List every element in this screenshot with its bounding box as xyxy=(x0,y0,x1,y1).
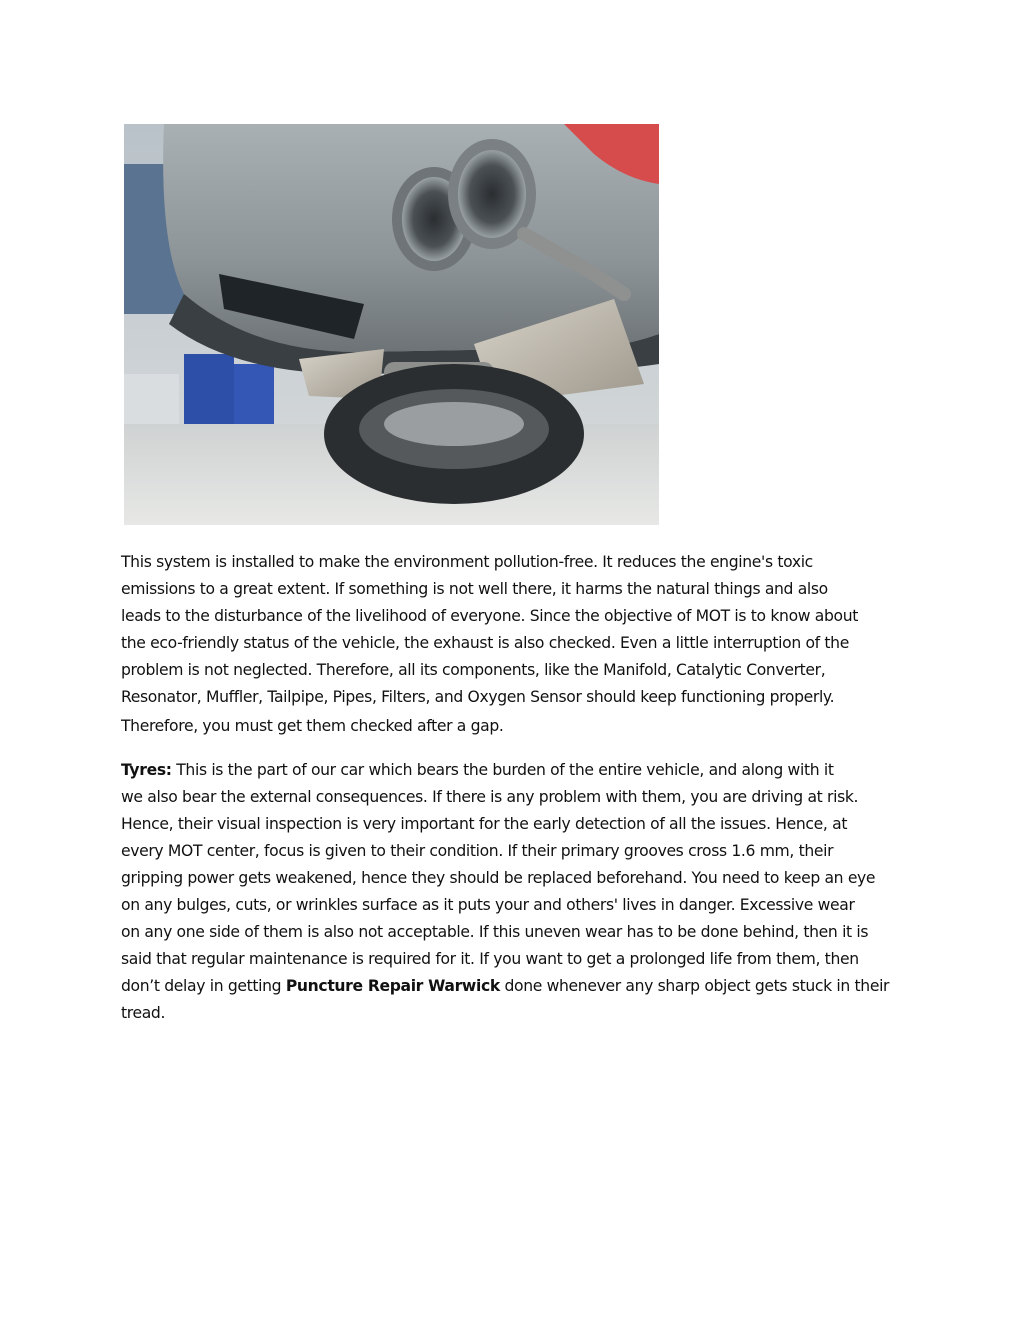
text-line: gripping power gets weakened, hence they should be replaced beforehand. You need to keep an eye xyxy=(121,869,876,887)
tyres-paragraph xyxy=(121,757,901,1027)
text-line: problem is not neglected. Therefore, all its components, like the Manifold, Catalytic Converter, xyxy=(121,661,826,679)
text-line: tread. xyxy=(121,1004,166,1022)
tyres-heading: Tyres: xyxy=(121,761,172,779)
car-exhaust-photo xyxy=(124,124,659,525)
text-span: done whenever any sharp object gets stuck in their xyxy=(499,977,890,995)
text-line: on any bulges, cuts, or wrinkles surface as it puts your and others' lives in danger. Excessive wear xyxy=(121,896,855,914)
text-line: every MOT center, focus is given to their condition. If their primary grooves cross 1.6 mm, their xyxy=(121,842,834,860)
text-line: This system is installed to make the environment pollution-free. It reduces the engine's toxic xyxy=(121,553,813,571)
text-line: emissions to a great extent. If something is not well there, it harms the natural things and also xyxy=(121,580,828,598)
text-line: said that regular maintenance is required for it. If you want to get a prolonged life from them, then xyxy=(121,950,859,968)
text-span: This is the part of our car which bears the burden of the entire vehicle, and along with it xyxy=(171,761,834,779)
text-line: on any one side of them is also not acceptable. If this uneven wear has to be done behind, then it is xyxy=(121,923,869,941)
text-span: don’t delay in getting xyxy=(121,977,286,995)
puncture-repair-link[interactable]: Puncture Repair Warwick xyxy=(285,977,500,995)
text-line: we also bear the external consequences. If there is any problem with them, you are driving at risk. xyxy=(121,788,859,806)
text-line: Resonator, Muffler, Tailpipe, Pipes, Filters, and Oxygen Sensor should keep functioning properly. xyxy=(121,688,835,706)
text-line: Therefore, you must get them checked after a gap. xyxy=(121,717,504,735)
text-line: the eco-friendly status of the vehicle, the exhaust is also checked. Even a little interruption of the xyxy=(121,634,849,652)
text-line: leads to the disturbance of the livelihood of everyone. Since the objective of MOT is to know about xyxy=(121,607,859,625)
text-line: Hence, their visual inspection is very important for the early detection of all the issues. Hence, at xyxy=(121,815,848,833)
exhaust-paragraph xyxy=(121,549,901,740)
text-line xyxy=(121,973,901,1000)
text-line xyxy=(121,757,901,784)
